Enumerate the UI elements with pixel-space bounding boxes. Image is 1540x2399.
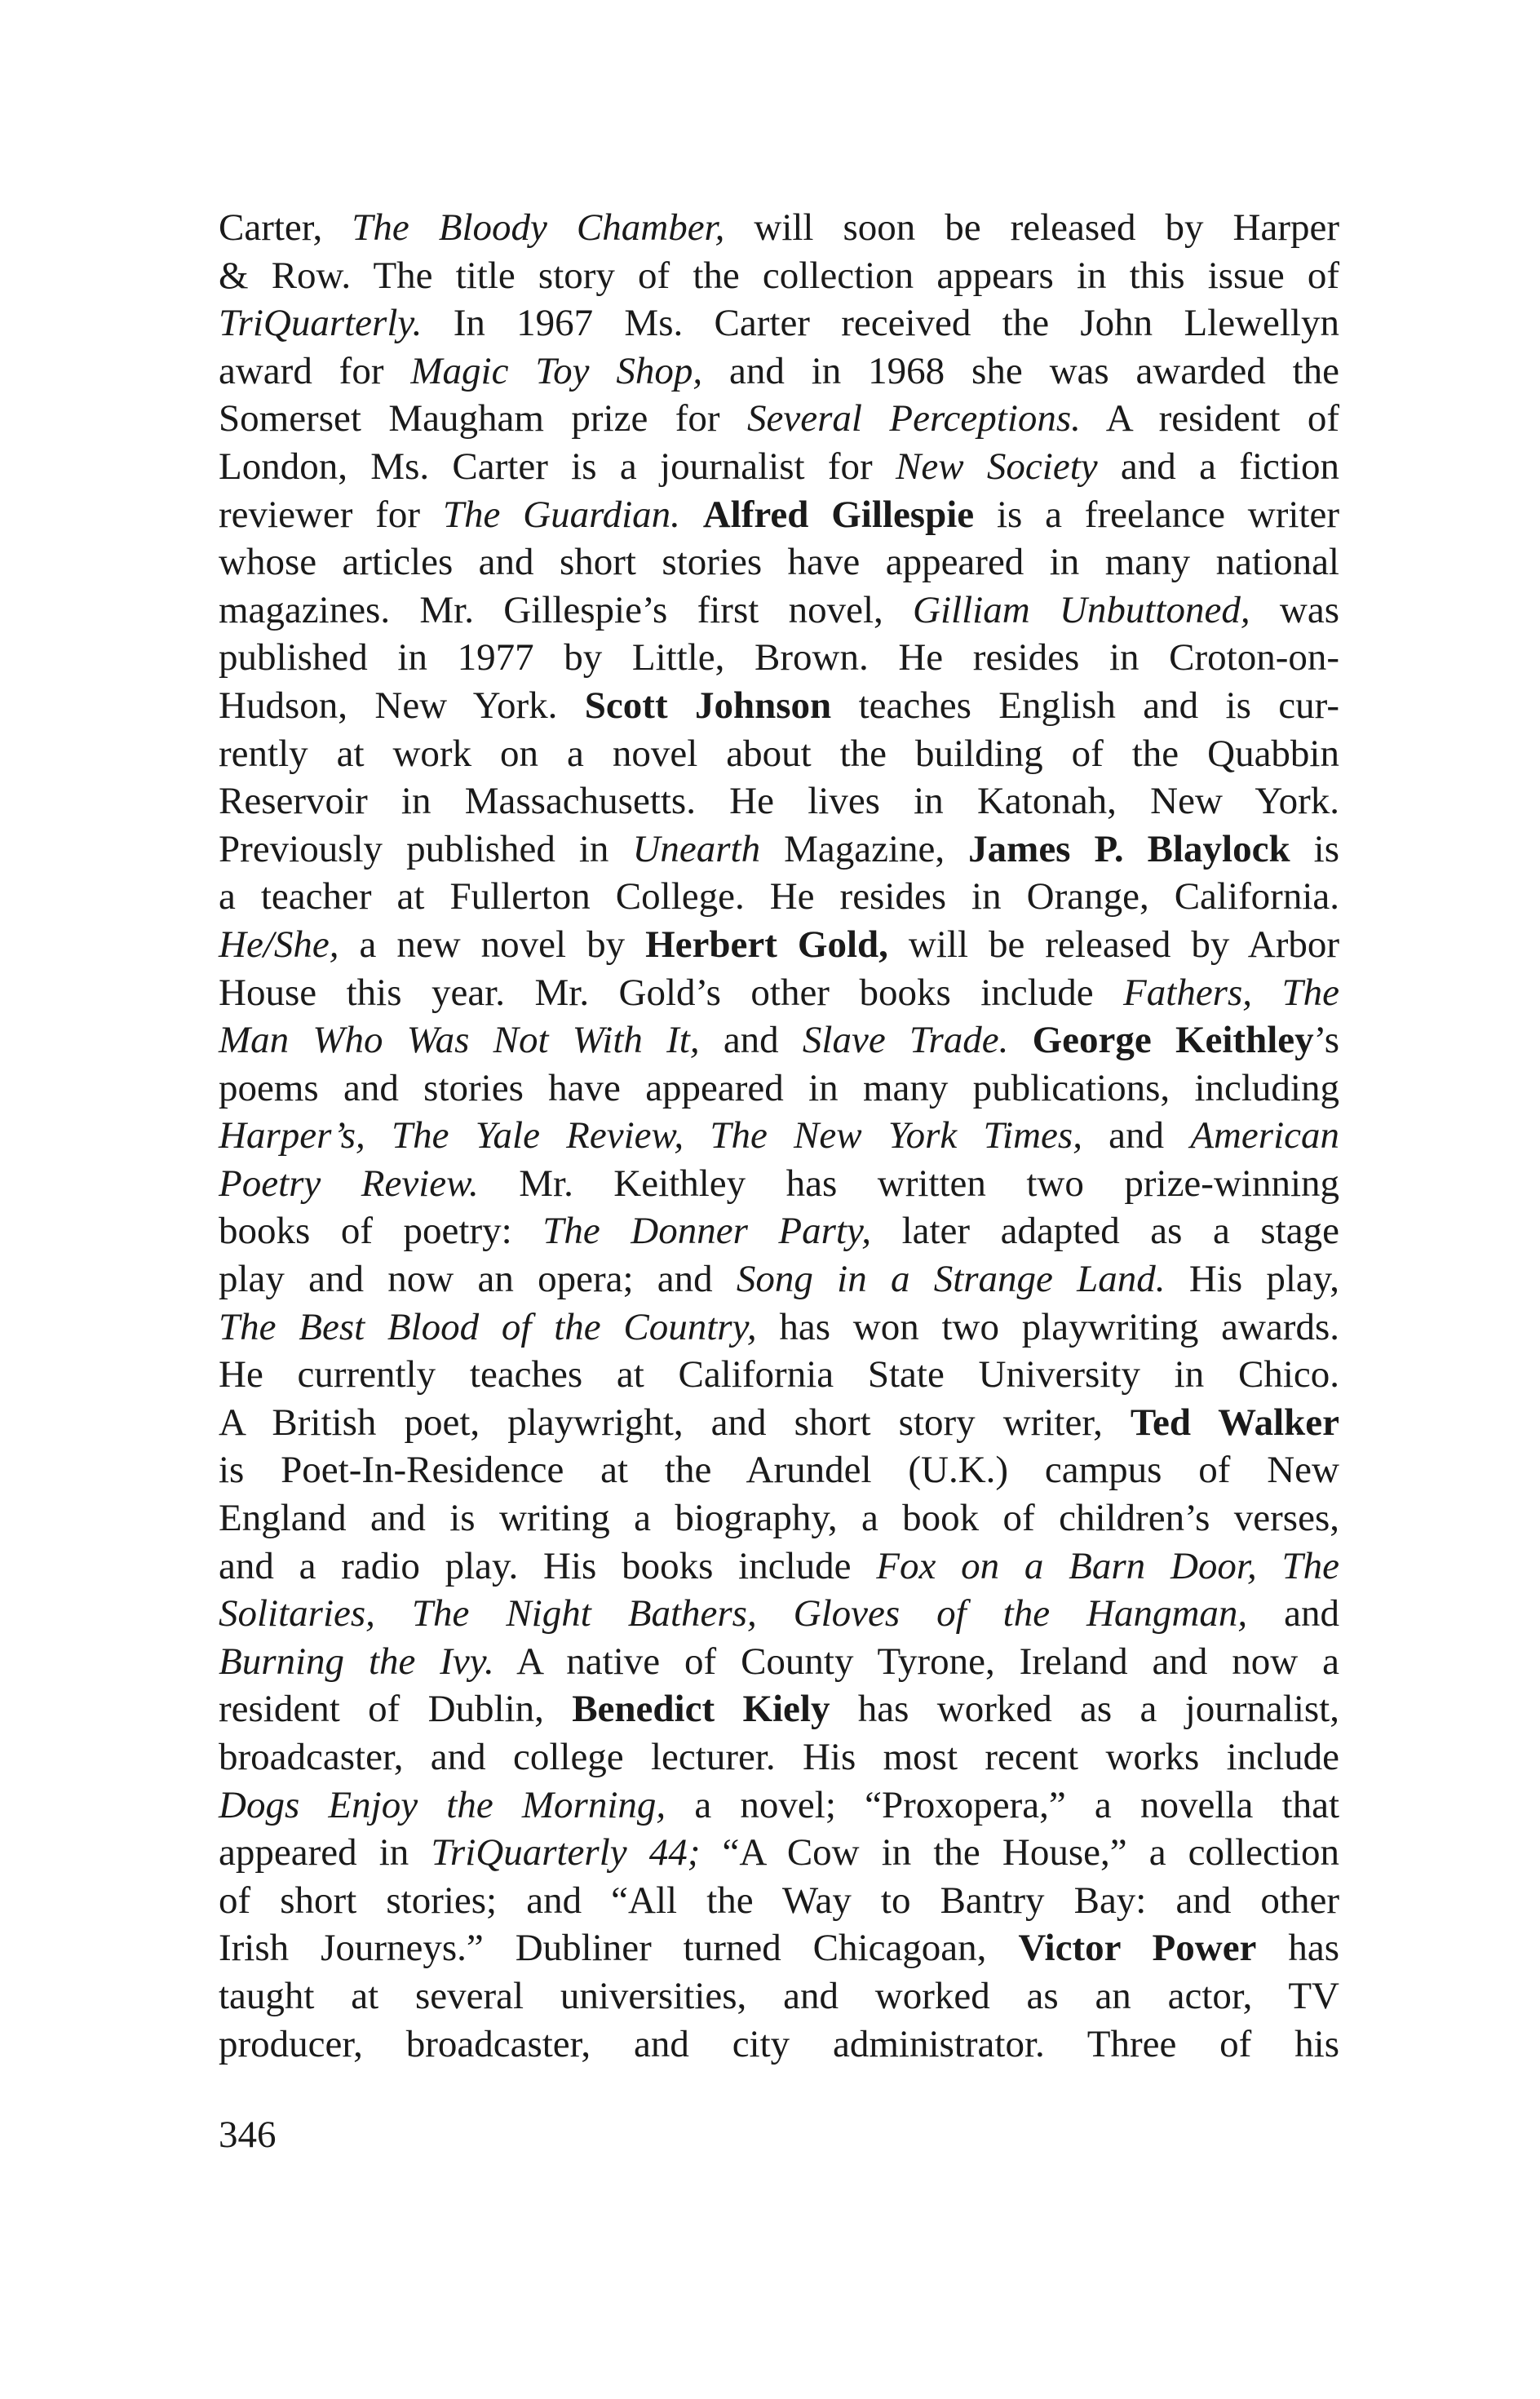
text-line: [219, 1065, 1339, 1113]
text-line: [219, 538, 1339, 586]
italic-title: New Society: [896, 445, 1098, 488]
text-line: [219, 1782, 1339, 1830]
italic-title: Harper’s, The Yale Review, The New York Times,: [219, 1114, 1082, 1157]
text-run: and: [699, 1019, 803, 1062]
italic-title: Burning the Ivy.: [219, 1640, 494, 1683]
text-run: [680, 494, 703, 536]
text-run: and: [1247, 1592, 1339, 1635]
text-line: [219, 252, 1339, 300]
text-run: A native of County Tyrone, Ireland and now a: [493, 1640, 1339, 1683]
text-line: [219, 921, 1339, 969]
italic-title: The Best Blood of the Country,: [219, 1305, 757, 1348]
text-run: and a fiction: [1097, 445, 1339, 488]
text-line: [219, 443, 1339, 491]
text-line: [219, 1543, 1339, 1591]
text-line: [219, 1924, 1339, 1972]
text-run: whose articles and short stories have appeared in many national: [219, 541, 1339, 584]
italic-title: Poetry Review.: [219, 1162, 479, 1205]
text-run: In 1967 Ms. Carter received the John Llewellyn: [422, 302, 1339, 345]
text-line: [219, 1972, 1339, 2021]
italic-title: The Guardian.: [442, 493, 680, 536]
text-line: [219, 1829, 1339, 1877]
italic-title: Dogs Enjoy the Morning,: [219, 1783, 666, 1826]
text-run: a teacher at Fullerton College. He resides in Orange, California.: [219, 875, 1339, 918]
text-run: reviewer for: [219, 493, 443, 536]
text-run: Irish Journeys.” Dubliner turned Chicagoan,: [219, 1927, 1019, 1970]
contributor-name: Herbert Gold,: [645, 923, 888, 966]
text-line: [219, 969, 1339, 1017]
text-run: is Poet-In-Residence at the Arundel (U.K.) campus of New: [219, 1449, 1339, 1492]
text-run: A British poet, playwright, and short story writer,: [219, 1401, 1131, 1444]
text-run: magazines. Mr. Gillespie’s first novel,: [219, 588, 914, 631]
text-run: is a freelance writer: [974, 493, 1339, 536]
text-line: [219, 1877, 1339, 1925]
text-run: London, Ms. Carter is a journalist for: [219, 445, 896, 488]
text-line: [219, 825, 1339, 874]
italic-title: Fathers, The: [1123, 971, 1339, 1014]
contributor-name: Scott Johnson: [584, 684, 832, 727]
text-run: “A Cow in the House,” a collection: [700, 1831, 1339, 1874]
text-run: has: [1256, 1927, 1339, 1970]
text-line: [219, 491, 1339, 539]
italic-title: Gilliam Unbuttoned,: [913, 588, 1250, 631]
text-run: He currently teaches at California State University in Chico.: [219, 1353, 1339, 1396]
italic-title: Magic Toy Shop,: [410, 349, 703, 392]
text-line: [219, 1016, 1339, 1065]
italic-title: Unearth: [632, 827, 761, 870]
text-line: [219, 1112, 1339, 1160]
text-line: [219, 1590, 1339, 1638]
text-line: [219, 299, 1339, 347]
text-line: [219, 730, 1339, 778]
italic-title: He/She,: [219, 923, 339, 966]
text-run: Somerset Maugham prize for: [219, 397, 748, 440]
text-run: [1008, 1019, 1032, 1061]
text-run: Magazine,: [760, 827, 969, 870]
text-line: [219, 1399, 1339, 1447]
text-line: [219, 1304, 1339, 1352]
text-line: [219, 682, 1339, 730]
text-run: and: [1082, 1114, 1191, 1157]
text-run: resident of Dublin,: [219, 1688, 573, 1731]
text-line: [219, 1255, 1339, 1304]
text-run: has won two playwriting awards.: [756, 1305, 1339, 1348]
text-run: taught at several universities, and worked as an actor, TV: [219, 1974, 1339, 2017]
italic-title: The Bloody Chamber,: [352, 206, 725, 249]
italic-title: Fox on a Barn Door, The: [876, 1544, 1340, 1587]
contributors-notes-text: [219, 204, 1339, 2068]
contributor-name: Ted Walker: [1130, 1401, 1340, 1444]
contributor-name: George Keithley: [1032, 1019, 1314, 1062]
text-run: published in 1977 by Little, Brown. He resides in Croton-on-: [219, 636, 1339, 679]
text-run: teaches English and is cur-: [831, 684, 1339, 727]
text-line: [219, 204, 1339, 252]
text-run: ’s: [1313, 1019, 1340, 1062]
page-number: 346: [219, 2114, 277, 2156]
text-run: Hudson, New York.: [219, 684, 585, 727]
text-run: will soon be released by Harper: [724, 206, 1339, 249]
text-line: [219, 586, 1339, 635]
text-line: [219, 347, 1339, 396]
italic-title: TriQuarterly.: [219, 302, 423, 345]
text-run: is: [1290, 827, 1339, 870]
text-line: [219, 1160, 1339, 1208]
text-run: Mr. Keithley has written two prize-winning: [478, 1162, 1339, 1205]
text-run: appeared in: [219, 1831, 431, 1874]
italic-title: American: [1190, 1114, 1339, 1157]
text-run: was: [1250, 588, 1339, 631]
text-run: and in 1968 she was awarded the: [702, 349, 1340, 392]
text-run: poems and stories have appeared in many publications, including: [219, 1066, 1339, 1109]
italic-title: TriQuarterly 44;: [431, 1831, 701, 1874]
text-line: [219, 395, 1339, 443]
text-line: [219, 1207, 1339, 1255]
italic-title: Slave Trade.: [802, 1019, 1009, 1062]
text-run: play and now an opera; and: [219, 1258, 737, 1301]
text-line: [219, 1446, 1339, 1494]
text-run: His play,: [1165, 1258, 1339, 1301]
text-run: Carter,: [219, 206, 352, 249]
text-run: Reservoir in Massachusetts. He lives in Katonah, New York.: [219, 780, 1339, 823]
text-line: [219, 2021, 1339, 2069]
text-run: and a radio play. His books include: [219, 1544, 877, 1587]
text-run: England and is writing a biography, a book of children’s verses,: [219, 1497, 1339, 1540]
text-line: [219, 1638, 1339, 1686]
text-run: later adapted as a stage: [871, 1210, 1339, 1253]
italic-title: The Donner Party,: [542, 1210, 872, 1253]
text-run: has worked as a journalist,: [830, 1688, 1339, 1731]
italic-title: Solitaries, The Night Bathers, Gloves of the Hangman,: [219, 1592, 1248, 1635]
text-line: [219, 1494, 1339, 1543]
text-run: House this year. Mr. Gold’s other books include: [219, 971, 1124, 1014]
contributor-name: Alfred Gillespie: [702, 493, 975, 536]
text-line: [219, 634, 1339, 682]
text-run: will be released by Arbor: [887, 923, 1339, 966]
text-run: rently at work on a novel about the building of the Quabbin: [219, 732, 1339, 775]
text-run: Previously published in: [219, 827, 633, 870]
text-line: [219, 1733, 1339, 1782]
text-line: [219, 1685, 1339, 1733]
text-line: [219, 873, 1339, 921]
text-line: [219, 777, 1339, 825]
text-line: [219, 1351, 1339, 1399]
text-run: award for: [219, 349, 411, 392]
text-run: of short stories; and “All the Way to Bantry Bay: and other: [219, 1879, 1339, 1922]
text-run: a new novel by: [339, 923, 646, 966]
text-run: books of poetry:: [219, 1210, 543, 1253]
italic-title: Man Who Was Not With It,: [219, 1019, 700, 1062]
contributor-name: Benedict Kiely: [572, 1688, 830, 1731]
italic-title: Several Perceptions.: [747, 397, 1081, 440]
text-run: & Row. The title story of the collection appears in this issue of: [219, 254, 1339, 297]
contributor-name: James P. Blaylock: [968, 827, 1290, 870]
text-run: A resident of: [1080, 397, 1339, 440]
text-run: producer, broadcaster, and city administrator. Three of his: [219, 2022, 1339, 2065]
text-run: a novel; “Proxopera,” a novella that: [666, 1783, 1339, 1826]
italic-title: Song in a Strange Land.: [736, 1258, 1166, 1301]
text-run: broadcaster, and college lecturer. His most recent works include: [219, 1736, 1339, 1778]
contributor-name: Victor Power: [1018, 1927, 1257, 1970]
